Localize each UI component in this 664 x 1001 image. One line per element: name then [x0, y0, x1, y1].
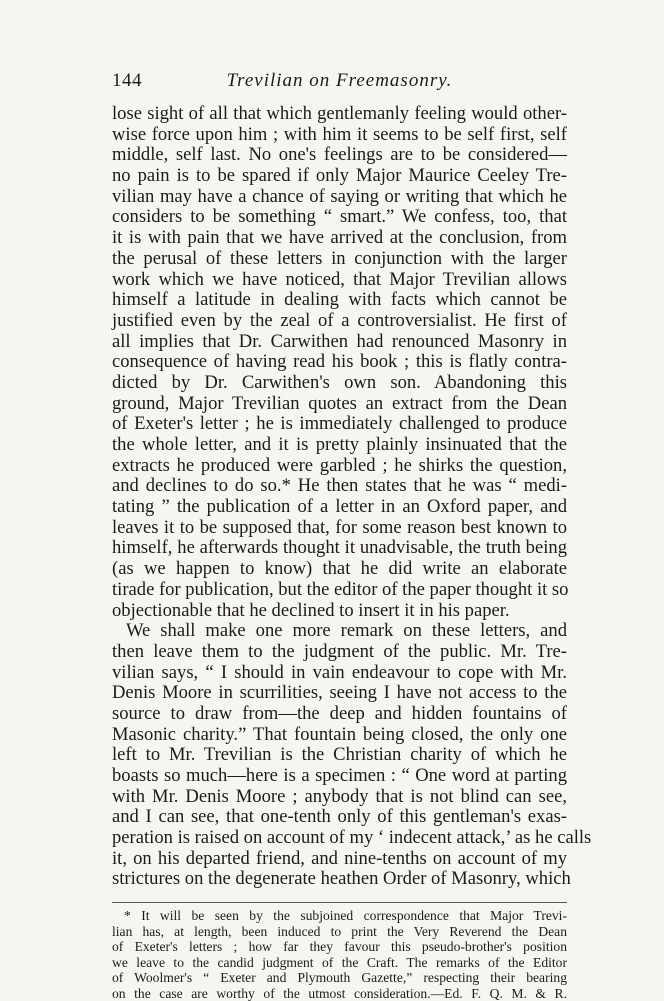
body-text [112, 104, 567, 890]
body-line: Denis Moore in scurrilities, seeing I have not access to the [112, 683, 567, 704]
body-line: objectionable that he declined to insert it in his paper. [112, 601, 567, 622]
body-line: Masonic charity.” That fountain being closed, the only one [112, 725, 567, 746]
footnote-line: of Exeter's letters ; how far they favour this pseudo-brother's position [112, 939, 567, 955]
body-line: work which we have noticed, that Major Trevilian allows [112, 270, 567, 291]
body-line: himself, he afterwards thought it unadvisable, the truth being [112, 538, 567, 559]
body-line: the perusal of these letters in conjunction with the larger [112, 249, 567, 270]
body-line: it, on his departed friend, and nine-tenths on account of my [112, 849, 567, 870]
footnote-rule [112, 902, 567, 903]
footnote-line: of Woolmer's “ Exeter and Plymouth Gazette,” respecting their bearing [112, 970, 567, 986]
body-line: peration is raised on account of my ‘ indecent attack,’ as he calls [112, 828, 567, 849]
body-line: source to draw from—the deep and hidden fountains of [112, 704, 567, 725]
body-line: strictures on the degenerate heathen Order of Masonry, which [112, 869, 567, 890]
body-line: with Mr. Denis Moore ; anybody that is not blind can see, [112, 787, 567, 808]
body-line: and I can see, that one-tenth only of this gentleman's exas- [112, 807, 567, 828]
body-line: leaves it to be supposed that, for some reason best known to [112, 518, 567, 539]
body-line: ground, Major Trevilian quotes an extract from the Dean [112, 394, 567, 415]
body-line: extracts he produced were garbled ; he shirks the question, [112, 456, 567, 477]
body-line: middle, self last. No one's feelings are to be considered— [112, 145, 567, 166]
body-line: tating ” the publication of a letter in an Oxford paper, and [112, 497, 567, 518]
running-title: Trevilian on Freemasonry. [112, 70, 567, 92]
footnote [112, 908, 567, 1001]
body-line: of Exeter's letter ; he is immediately challenged to produce [112, 414, 567, 435]
body-line: no pain is to be spared if only Major Maurice Ceeley Tre- [112, 166, 567, 187]
running-header [112, 70, 567, 98]
body-line: it is with pain that we have arrived at the conclusion, from [112, 228, 567, 249]
body-line: left to Mr. Trevilian is the Christian charity of which he [112, 745, 567, 766]
body-line: considers to be something “ smart.” We confess, too, that [112, 207, 567, 228]
footnote-line: on the case are worthy of the utmost consideration.—Ed. F. Q. M. & R. [112, 986, 567, 1001]
footnote-line: we leave to the candid judgment of the Craft. The remarks of the Editor [112, 955, 567, 971]
body-line: all implies that Dr. Carwithen had renounced Masonry in [112, 332, 567, 353]
body-line: dicted by Dr. Carwithen's own son. Abandoning this [112, 373, 567, 394]
body-line: tirade for publication, but the editor of the paper thought it so [112, 580, 567, 601]
body-line: then leave them to the judgment of the public. Mr. Tre- [112, 642, 567, 663]
page-number: 144 [112, 70, 142, 92]
body-line: and declines to do so.* He then states that he was “ medi- [112, 476, 567, 497]
footnote-line: * It will be seen by the subjoined correspondence that Major Trevi- [112, 908, 567, 924]
body-line: wise force upon him ; with him it seems to be self first, self [112, 125, 567, 146]
body-line: We shall make one more remark on these letters, and [112, 621, 567, 642]
footnote-line: lian has, at length, been induced to print the Very Reverend the Dean [112, 924, 567, 940]
body-line: boasts so much—here is a specimen : “ One word at parting [112, 766, 567, 787]
body-line: vilian says, “ I should in vain endeavour to cope with Mr. [112, 663, 567, 684]
body-line: (as we happen to know) that he did write an elaborate [112, 559, 567, 580]
body-line: justified even by the zeal of a controversialist. He first of [112, 311, 567, 332]
body-line: vilian may have a chance of saying or writing that which he [112, 187, 567, 208]
body-line: the whole letter, and it is pretty plainly insinuated that the [112, 435, 567, 456]
body-line: lose sight of all that which gentlemanly feeling would other- [112, 104, 567, 125]
body-line: himself a latitude in dealing with facts which cannot be [112, 290, 567, 311]
body-line: consequence of having read his book ; this is flatly contra- [112, 352, 567, 373]
